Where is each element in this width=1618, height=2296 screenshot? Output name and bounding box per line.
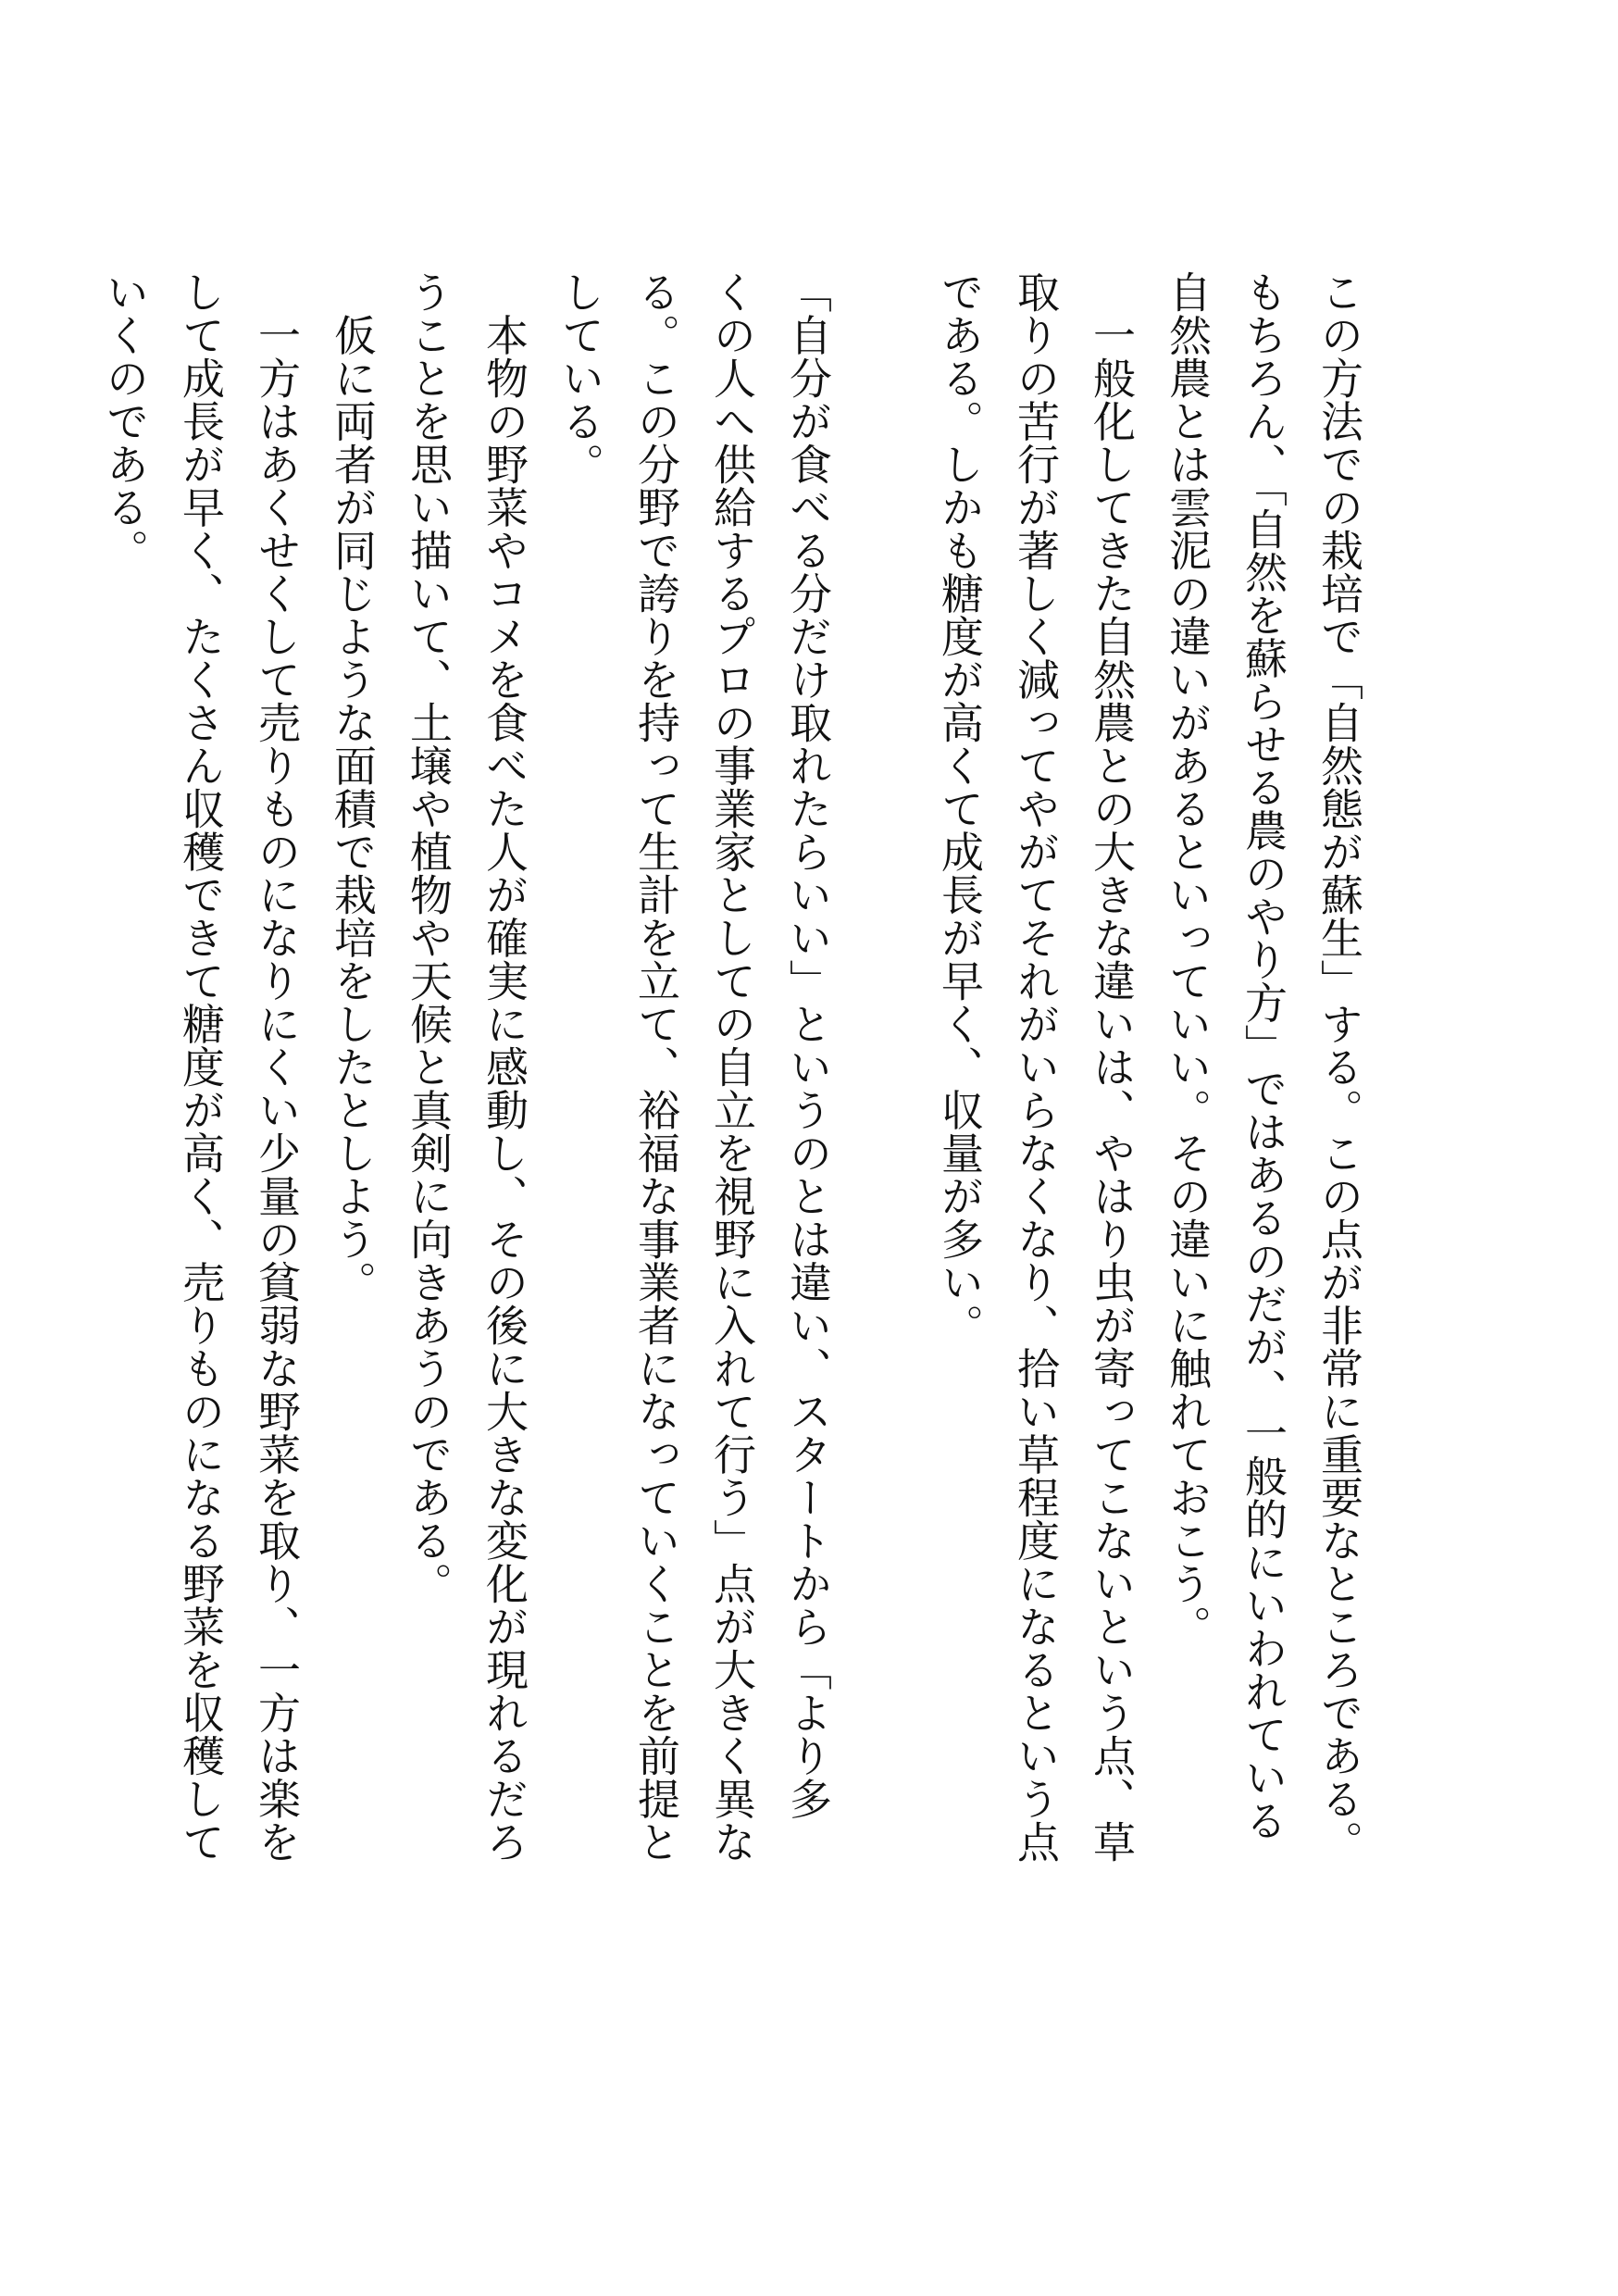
text-line-2: もちろん、「自然を蘇らせる農のやり方」ではあるのだが、一般的にいわれている xyxy=(1238,270,1288,1842)
text-line-15: 一方はあくせくして売りものになりにくい少量の貧弱な野菜を取り、一方は楽を xyxy=(252,270,302,1864)
text-line-9: くの人へ供給するプロの事業家としての自立を視野に入れて行う」点が大きく異な xyxy=(707,270,757,1864)
text-line-4: 一般化してきた自然農との大きな違いは、やはり虫が寄ってこないという点、草 xyxy=(1087,270,1137,1864)
paragraph-gap xyxy=(846,270,922,1983)
body-text xyxy=(87,270,1377,1983)
text-line-3: 自然農とは雲泥の違いがあるといっていい。その違いに触れておこう。 xyxy=(1163,270,1213,1648)
text-line-13: うことを思い描いて、土壌や植物や天候と真剣に向きあうのである。 xyxy=(404,270,454,1605)
text-line-5: 取りの苦行が著しく減ってやがてそれがいらなくなり、拾い草程度になるという点 xyxy=(1011,270,1061,1864)
text-line-12: 本物の野菜やコメを食べた人が確実に感動し、その後に大きな変化が現れるだろ xyxy=(479,270,529,1864)
text-line-1: この方法での栽培で「自然態が蘇生」する。この点が非常に重要なところである。 xyxy=(1314,270,1364,1864)
text-line-6: である。しかも糖度が高くて成長が早く、収量が多い。 xyxy=(935,270,985,1347)
text-line-17: いくのである。 xyxy=(100,270,150,572)
text-line-16: して成長が早く、たくさん収穫できて糖度が高く、売りものになる野菜を収穫して xyxy=(176,270,226,1864)
text-line-14: 仮に両者が同じような面積で栽培をしたとしよう。 xyxy=(328,270,378,1304)
text-line-10: る。この分野で誇りを持って生計を立て、裕福な事業者になっていくことを前提と xyxy=(631,270,681,1864)
text-line-8: 「自分が食べる分だけ取れたらいい」というのとは違い、スタートから「より多 xyxy=(783,270,833,1820)
text-line-11: している。 xyxy=(555,270,605,486)
